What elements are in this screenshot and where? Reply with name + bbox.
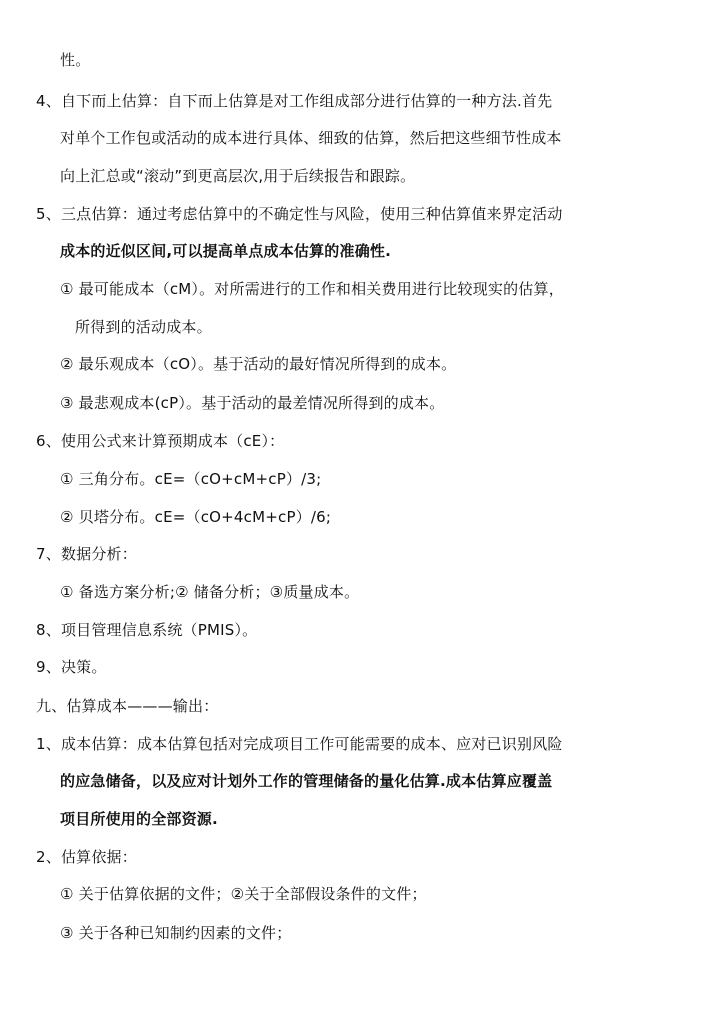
text-line: 所得到的活动成本。 <box>75 318 212 336</box>
list-item-6-heading: 6、使用公式来计算预期成本（cE）： <box>36 432 285 450</box>
text-line: 的应急储备，以及应对计划外工作的管理储备的量化估算.成本估算应覆盖 <box>60 772 553 790</box>
text-line: 向上汇总或“滚动”到更高层次,用于后续报告和跟踪。 <box>60 167 416 185</box>
section-heading-outputs: 九、估算成本———输出： <box>36 697 219 715</box>
sub-item-most-likely: ① 最可能成本（cM）。对所需进行的工作和相关费用进行比较现实的估算， <box>60 280 564 298</box>
text-line: 对单个工作包或活动的成本进行具体、细致的估算，然后把这些细节性成本 <box>60 129 562 147</box>
text-line: 项目所使用的全部资源. <box>60 810 218 828</box>
formula-beta: ② 贝塔分布。cE=（cO+4cM+cP）/6; <box>60 508 332 526</box>
list-item-1-heading: 1、成本估算：成本估算包括对完成项目工作可能需要的成本、应对已识别风险 <box>36 735 563 753</box>
list-item-4-heading: 4、自下而上估算：自下而上估算是对工作组成部分进行估算的一种方法.首先 <box>36 92 553 110</box>
list-item-9-heading: 9、决策。 <box>36 658 107 676</box>
sub-item-pessimistic: ③ 最悲观成本(cP）。基于活动的最差情况所得到的成本。 <box>60 394 445 412</box>
list-item-5-heading: 5、三点估算：通过考虑估算中的不确定性与风险，使用三种估算值来界定活动 <box>36 205 563 223</box>
text-line: 性。 <box>60 51 91 69</box>
sub-item-data-analysis: ① 备选方案分析;② 储备分析；③质量成本。 <box>60 583 360 601</box>
text-line: 成本的近似区间,可以提高单点成本估算的准确性. <box>60 242 391 260</box>
sub-item-constraints-file: ③ 关于各种已知制约因素的文件； <box>60 924 292 942</box>
list-item-8-heading: 8、项目管理信息系统（PMIS）。 <box>36 621 258 639</box>
list-item-2-heading: 2、估算依据： <box>36 848 137 866</box>
sub-item-basis-files: ① 关于估算依据的文件；②关于全部假设条件的文件； <box>60 885 427 903</box>
formula-triangular: ① 三角分布。cE=（cO+cM+cP）/3; <box>60 470 322 488</box>
sub-item-optimistic: ② 最乐观成本（cO）。基于活动的最好情况所得到的成本。 <box>60 355 457 373</box>
list-item-7-heading: 7、数据分析： <box>36 545 137 563</box>
